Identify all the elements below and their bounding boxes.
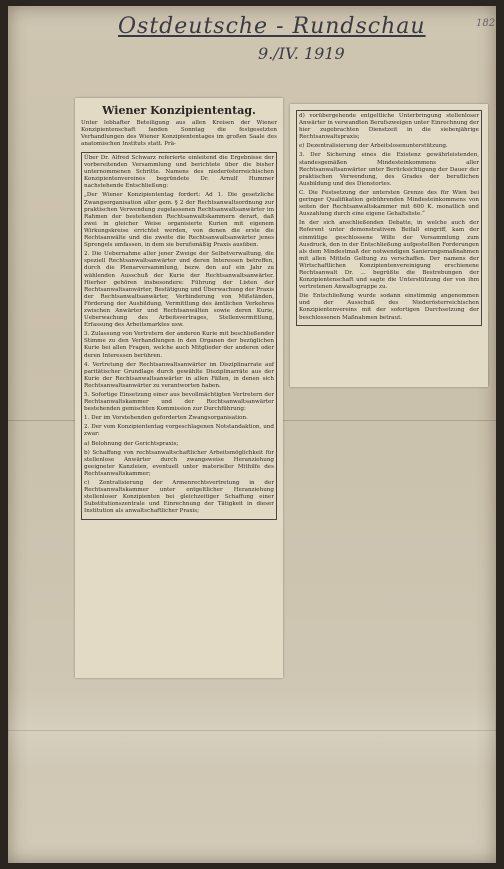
article-title: Wiener Konzipiententag. — [102, 104, 256, 117]
article-paragraph: 2. Die Uebernahme aller jener Zweige der Selbstverwaltung, die speziell Rechtsanwaltsanwärter und deren Interessen betreffen, durch die Plenarversammlung, bezw. den auf ein Jahr zu wählenden Ausschuß der Kurie der Rechtsanwaltsanwärter. Hierher gehören insbesondere: Führung der Listen der Rechtsanwaltsanwärter, Bestätigung und Überwachung der Praxis der Rechtsanwaltsanwärter, Verhinderung von Mißständen, Förderung der Ausbildung, Vermittlung des ämtlichen Verkehres zwischen Anwärter und Rechtsanwälten sowie deren Kurie, Ueberwachung des Arbeitsvertrages, Stellenvermittlung, Erfassung des Arbeitsmarktes usw. — [84, 251, 274, 329]
article-paragraph: Die Entschließung wurde sodann einstimmig angenommen und der Ausschuß des Niederösterreichischen Konzipientenvereins mit der sofortigen Durchsetzung der beschlossenen Maßnahmen betraut. — [299, 293, 479, 321]
article-paragraph: d) vorübergehende entgeltliche Unterbringung stellenloser Anwärter in verwandten Berufszweigen unter Einrechnung der hier zugebrachten Dienstzeit in die siebenjährige Rechtsanwaltspraxis; — [299, 113, 479, 141]
article-paragraph: 3. Der Sicherung eines die Existenz gewährleistenden, standesgemäßen Mindesteinkommens aller Rechtsanwaltsanwärter unter Berücksichtigung der Dauer der praktischen Verwendung, des Grades der beruflichen Ausbildung und des Dienstortes. — [299, 152, 479, 187]
handwritten-source-note: Ostdeutsche - Rundschau — [118, 14, 426, 39]
boxed-section — [296, 110, 482, 326]
newspaper-clipping-left — [75, 98, 283, 678]
article-paragraph: 5. Sofortige Einsetzung einer aus bevollmächtigten Vertretern der Rechtsanwaltskammer und der Rechtsanwaltsanwärter bestehenden gemischten Kommission zur Durchführung: — [84, 392, 274, 413]
article-body-right — [296, 110, 482, 326]
article-paragraph: In der sich anschließenden Debatte, in welche auch der Referent unter demonstrativem Beifall eingriff, kam der einmütige geschlossene Wille der Versammlung zum Ausdruck, den in der Entschließung aufgestellten Forderungen als dem Mindestmaß der notwendigen Sanierungsmaßnahmen mit allen Mitteln Geltung zu verschaffen. Der namens der Wirtschaftlichen Konzipientenvereinigung erschienene Rechtsanwalt Dr. ... begrüßte die Bestrebungen der Konzipientenschaft und sagte die Unterstützung der von ihm vertretenen Anwaltsgruppe zu. — [299, 220, 479, 291]
article-paragraph: b) Schaffung von rechtsanwaltschaftlicher Arbeitsmöglichkeit für stellenlose Anwärter durch zwangsweise Heranziehung geeigneter Kanzleien, eventuell unter materieller Mithilfe des Rechtsanwaltskammer; — [84, 449, 274, 477]
article-paragraph: 3. Zulassung von Vertretern der anderen Kurie mit beschließender Stimme zu den Verhandlungen in den Organen der bezüglichen Kurie bei allen Fragen, welche auch Mitglieder der anderen oder deren Interessen berühren. — [84, 331, 274, 359]
article-paragraph: a) Belohnung der Gerichtspraxis; — [84, 440, 179, 447]
paper-stain — [9, 690, 495, 770]
boxed-section — [81, 152, 277, 520]
newspaper-clipping-right — [290, 104, 488, 387]
article-paragraph: Über Dr. Alfred Schwarz referierte einleitend die Ergebnisse der vorbereitenden Versammlung und berichtete über die bisher unternommenen Schritte. Namens des niederösterreichischen Konzipientenvereines begründete Dr. Arnulf Hummer nachstehende Entschließung: — [84, 155, 274, 190]
article-paragraph: C. Die Festsetzung der untersten Grenze des für Wien bei geringer Qualifikation gebührenden Mindesteinkommens von seiten der Rechtsanwaltskammer mit 600 K. monatlich und Auszahlung durch eine eigene Gehaltsliste.“ — [299, 189, 479, 218]
handwritten-date-note: 9./IV. 1919 — [258, 44, 345, 63]
article-paragraph: „Der Wiener Konzipiententag fordert: Ad 1. Die gesetzliche Zwangsorganisation aller gem. § 2 der Rechtsanwaltsordnung zur praktischen Verwendung zugelassenen Rechtsanwaltsanwärter im Rahmen der bestehenden Rechtsanwaltskammern derart, daß zwei in gleicher Weise organisierte Kurien mit eigenem Wirkungskreise errichtet werden, von denen die erste die Rechtsanwälte und die zweite die Rechtsanwaltsanwärter jenes Sprengels umfassen, in dem sie berufsmäßig Praxis ausüben. — [84, 192, 274, 249]
article-intro: Unter lebhafter Beteiligung aus allen Kreisen der Wiener Konzipientenschaft fanden Sonntag die festgesetzten Verhandlungen des Wiener Konzipiententages im großen Saale des anatomischen Instituts statt. Prä- — [81, 120, 277, 147]
article-body-left — [81, 152, 277, 520]
article-paragraph: e) Dezentralisierung der Arbeitslosenunterstützung. — [299, 143, 448, 150]
article-paragraph: 1. Der im Vorstehenden geforderten Zwangsorganisation. — [84, 415, 248, 422]
article-paragraph: 4. Vertretung der Rechtsanwaltsanwärter im Disziplinarrate auf paritätischer Grundlage durch gewählte Disziplinarräte aus der Kurie der Rechtsanwaltsanwärter in allen Fällen, in denen sich Rechtsanwaltsanwärter zu verantworten haben. — [84, 361, 274, 389]
article-paragraph: 2. Der vom Konzipiententag vorgeschlagenen Notstandaktion, und zwar: — [84, 424, 274, 438]
article-paragraph: c) Zentralisierung der Armenrechtsvertretung in der Rechtsanwaltskammer unter entgeltlicher Heranziehung stellenloser Konzipienten bei gleichzeitiger Schaffung einer Substitutionszentrale und Einrechnung der Tätigkeit in dieser Institution als anwaltschaftlicher Praxis; — [84, 480, 274, 515]
handwritten-page-number: 182 — [476, 18, 496, 29]
